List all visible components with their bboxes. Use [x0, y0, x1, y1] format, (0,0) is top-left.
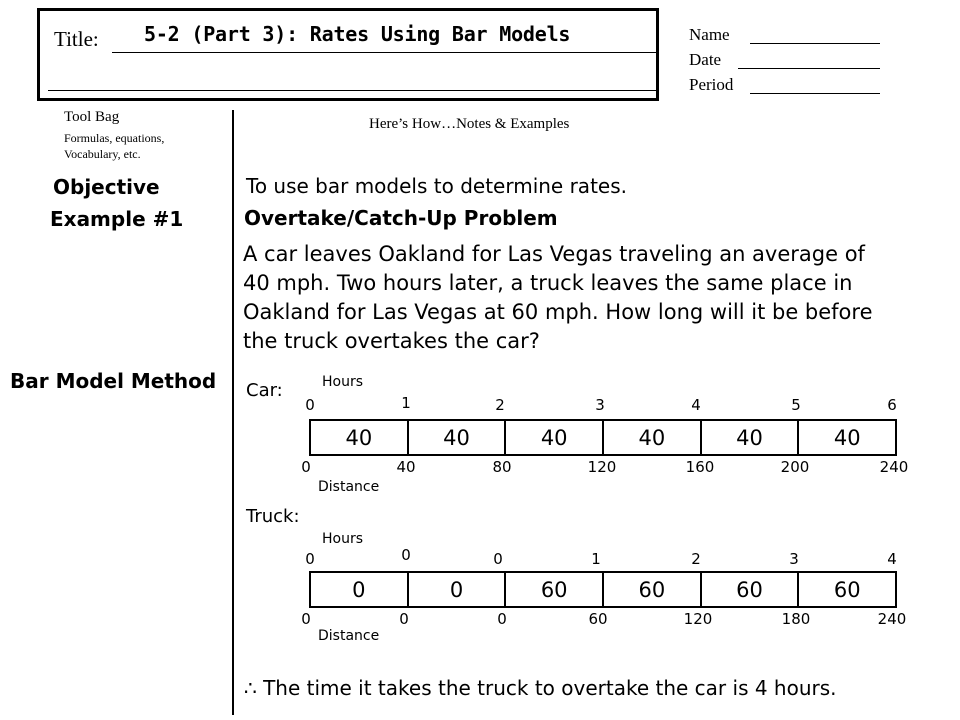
truck-segment: 0: [311, 573, 409, 606]
car-hour-tick: 5: [791, 396, 801, 414]
problem-line: 40 mph. Two hours later, a truck leaves the same place in: [243, 271, 853, 295]
objective-label: Objective: [53, 175, 160, 199]
truck-segment: 60: [506, 573, 604, 606]
problem-line: A car leaves Oakland for Las Vegas traveling an average of: [243, 242, 865, 266]
car-segment: 40: [506, 421, 604, 454]
truck-hour-tick: 2: [691, 550, 701, 568]
example-title: Overtake/Catch-Up Problem: [244, 206, 558, 230]
car-hour-tick: 0: [305, 396, 315, 414]
period-row: [689, 75, 733, 95]
car-label: Car:: [246, 380, 283, 401]
car-distance-tick: 160: [685, 458, 715, 476]
notes-heading: Here’s How…Notes & Examples: [369, 116, 570, 132]
car-hour-tick: 2: [495, 396, 505, 414]
car-segment: 40: [833, 425, 861, 450]
problem-line: the truck overtakes the car?: [243, 329, 540, 353]
period-label: Period: [689, 75, 734, 94]
bar-model-method-label: Bar Model Method: [10, 369, 217, 393]
truck-segment: 60: [833, 577, 861, 602]
truck-distance-tick: 180: [781, 610, 811, 628]
truck-hours-caption: Hours: [322, 531, 364, 547]
name-label: Name: [689, 25, 730, 44]
car-segment: 40: [702, 421, 800, 454]
truck-distance-caption: Distance: [318, 628, 380, 644]
car-distance-caption: Distance: [318, 479, 380, 495]
objective-text: To use bar models to determine rates.: [246, 174, 627, 198]
truck-distance-tick: 0: [399, 610, 409, 628]
car-distance-tick: 80: [492, 458, 512, 476]
date-row: [689, 50, 721, 70]
truck-segment: 60: [702, 573, 800, 606]
conclusion-text: ∴ The time it takes the truck to overtake the car is 4 hours.: [244, 676, 837, 700]
car-segment: 40: [604, 421, 702, 454]
car-distance-tick: 120: [587, 458, 617, 476]
truck-bar: [309, 571, 897, 608]
truck-hour-tick: 1: [591, 550, 601, 568]
title-text: 5-2 (Part 3): Rates Using Bar Models: [144, 22, 571, 46]
tool-bag-heading: Tool Bag: [64, 109, 120, 125]
column-divider: [232, 110, 234, 715]
example-label: Example #1: [50, 207, 184, 231]
truck-distance-tick: 120: [683, 610, 713, 628]
truck-distance-tick: 0: [301, 610, 311, 628]
problem-text: [243, 240, 943, 356]
car-hour-tick: 3: [595, 396, 605, 414]
truck-hour-tick: 4: [887, 550, 897, 568]
title-underline: [112, 52, 656, 53]
truck-segment: 60: [604, 573, 702, 606]
title-label: Title:: [54, 27, 99, 51]
truck-distance-tick: 0: [497, 610, 507, 628]
car-segment: 40: [409, 421, 507, 454]
truck-distance-tick: 60: [588, 610, 608, 628]
tool-bag-sub-2: Vocabulary, etc.: [64, 147, 141, 161]
truck-hour-tick: 3: [789, 550, 799, 568]
car-hours-caption: Hours: [322, 374, 364, 390]
truck-segment: 0: [409, 573, 507, 606]
car-distance-tick: 240: [879, 458, 909, 476]
truck-hour-tick: 0: [305, 550, 315, 568]
car-hour-tick: 4: [691, 396, 701, 414]
car-distance-tick: 40: [396, 458, 416, 476]
title-underline-2: [48, 90, 656, 91]
car-distance-tick: 200: [780, 458, 810, 476]
problem-line: Oakland for Las Vegas at 60 mph. How long will it be before: [243, 300, 873, 324]
name-line[interactable]: [750, 43, 880, 44]
truck-hour-tick: 0: [401, 546, 411, 564]
tool-bag-sub-1: Formulas, equations,: [64, 131, 165, 145]
date-line[interactable]: [738, 68, 880, 69]
car-segment: 40: [311, 421, 409, 454]
period-line[interactable]: [750, 93, 880, 94]
truck-distance-tick: 240: [877, 610, 907, 628]
name-row: [689, 25, 730, 45]
car-hour-tick: 1: [401, 394, 411, 412]
car-distance-tick: 0: [301, 458, 311, 476]
car-bar: [309, 419, 897, 456]
date-label: Date: [689, 50, 722, 69]
title-box: [37, 8, 659, 101]
truck-hour-tick: 0: [493, 550, 503, 568]
truck-label: Truck:: [246, 506, 300, 527]
car-hour-tick: 6: [887, 396, 897, 414]
